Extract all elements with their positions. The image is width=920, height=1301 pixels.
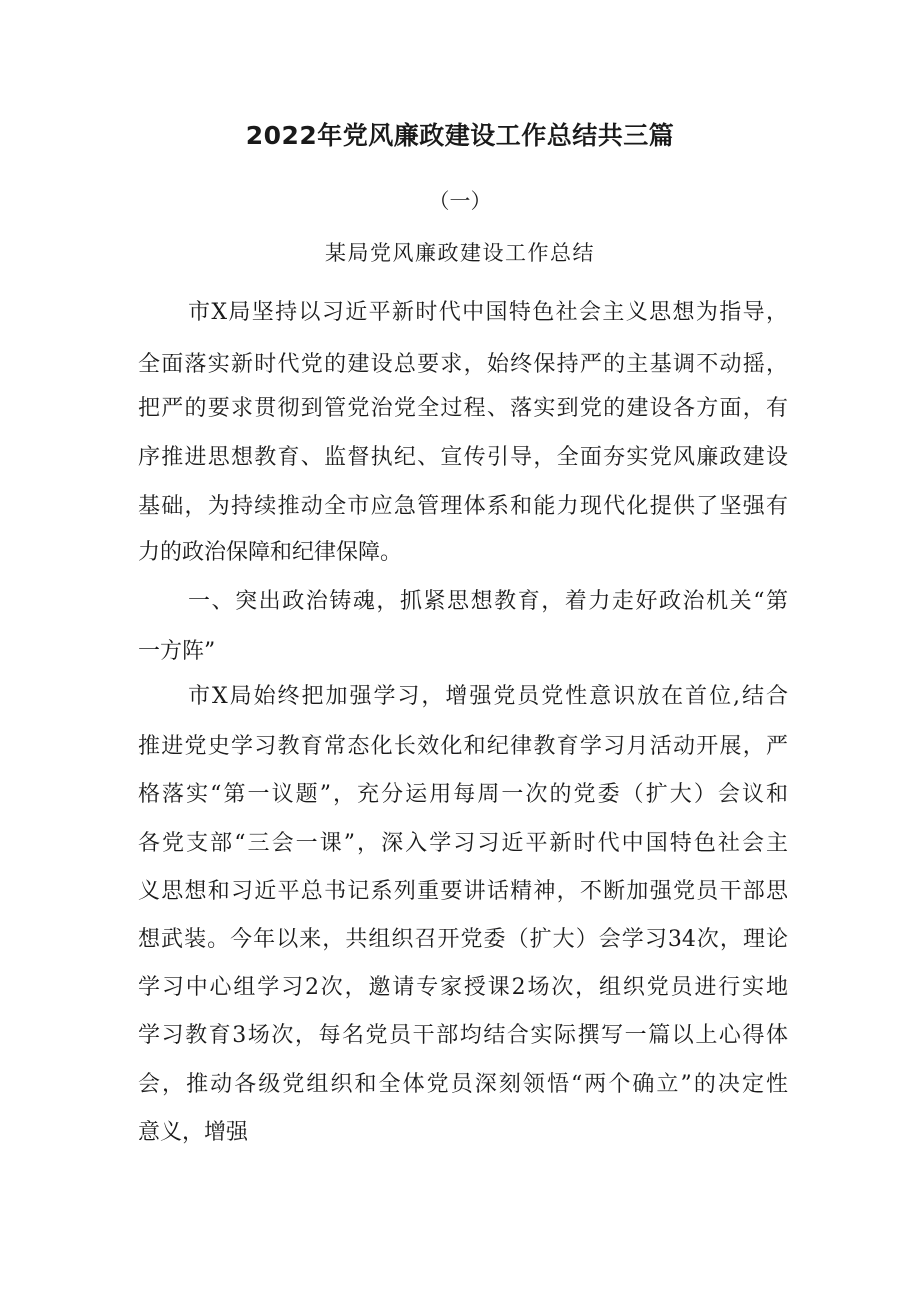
paragraph-line: 会，推动各级党组织和全体党员深刻领悟“两个确立”的决定性 [138, 1072, 788, 1097]
heading-line: 一方阵” [138, 639, 216, 664]
paragraph-line: 市X局坚持以习近平新时代中国特色社会主义思想为指导， [188, 300, 788, 325]
paragraph-line: 意义，增强 [138, 1120, 249, 1145]
paragraph-line: 格落实“第一议题”，充分运用每周一次的党委（扩大）会议和 [138, 782, 788, 807]
heading-line: 一、突出政治铸魂，抓紧思想教育，着力走好政治机关“第 [188, 589, 788, 614]
paragraph-line: 基础，为持续推动全市应急管理体系和能力现代化提供了坚强有 [138, 494, 788, 519]
paragraph-line: 义思想和习近平总书记系列重要讲话精神，不断加强党员干部思 [138, 879, 788, 904]
paragraph-line: 想武装。今年以来，共组织召开党委（扩大）会学习34次，理论 [138, 927, 788, 952]
document-subtitle: 某局党风廉政建设工作总结 [325, 241, 595, 265]
paragraph-line: 力的政治保障和纪律保障。 [138, 540, 403, 565]
paragraph-line: 各党支部“三会一课”，深入学习习近平新时代中国特色社会主 [138, 831, 788, 856]
paragraph-line: 推进党史学习教育常态化长效化和纪律教育学习月活动开展，严 [138, 734, 788, 759]
paragraph-line: 把严的要求贯彻到管党治党全过程、落实到党的建设各方面，有 [138, 396, 788, 421]
section-number: （一） [428, 189, 492, 213]
paragraph-line: 序推进思想教育、监督执纪、宣传引导，全面夯实党风廉政建设 [138, 445, 788, 470]
paragraph-line: 学习中心组学习2次，邀请专家授课2场次，组织党员进行实地 [138, 975, 788, 1000]
document-title: 2022年党风廉政建设工作总结共三篇 [245, 121, 675, 150]
paragraph-line: 全面落实新时代党的建设总要求，始终保持严的主基调不动摇， [138, 352, 788, 377]
paragraph-line: 市X局始终把加强学习，增强党员党性意识放在首位,结合 [188, 684, 788, 709]
paragraph-line: 学习教育3场次，每名党员干部均结合实际撰写一篇以上心得体 [138, 1023, 788, 1048]
